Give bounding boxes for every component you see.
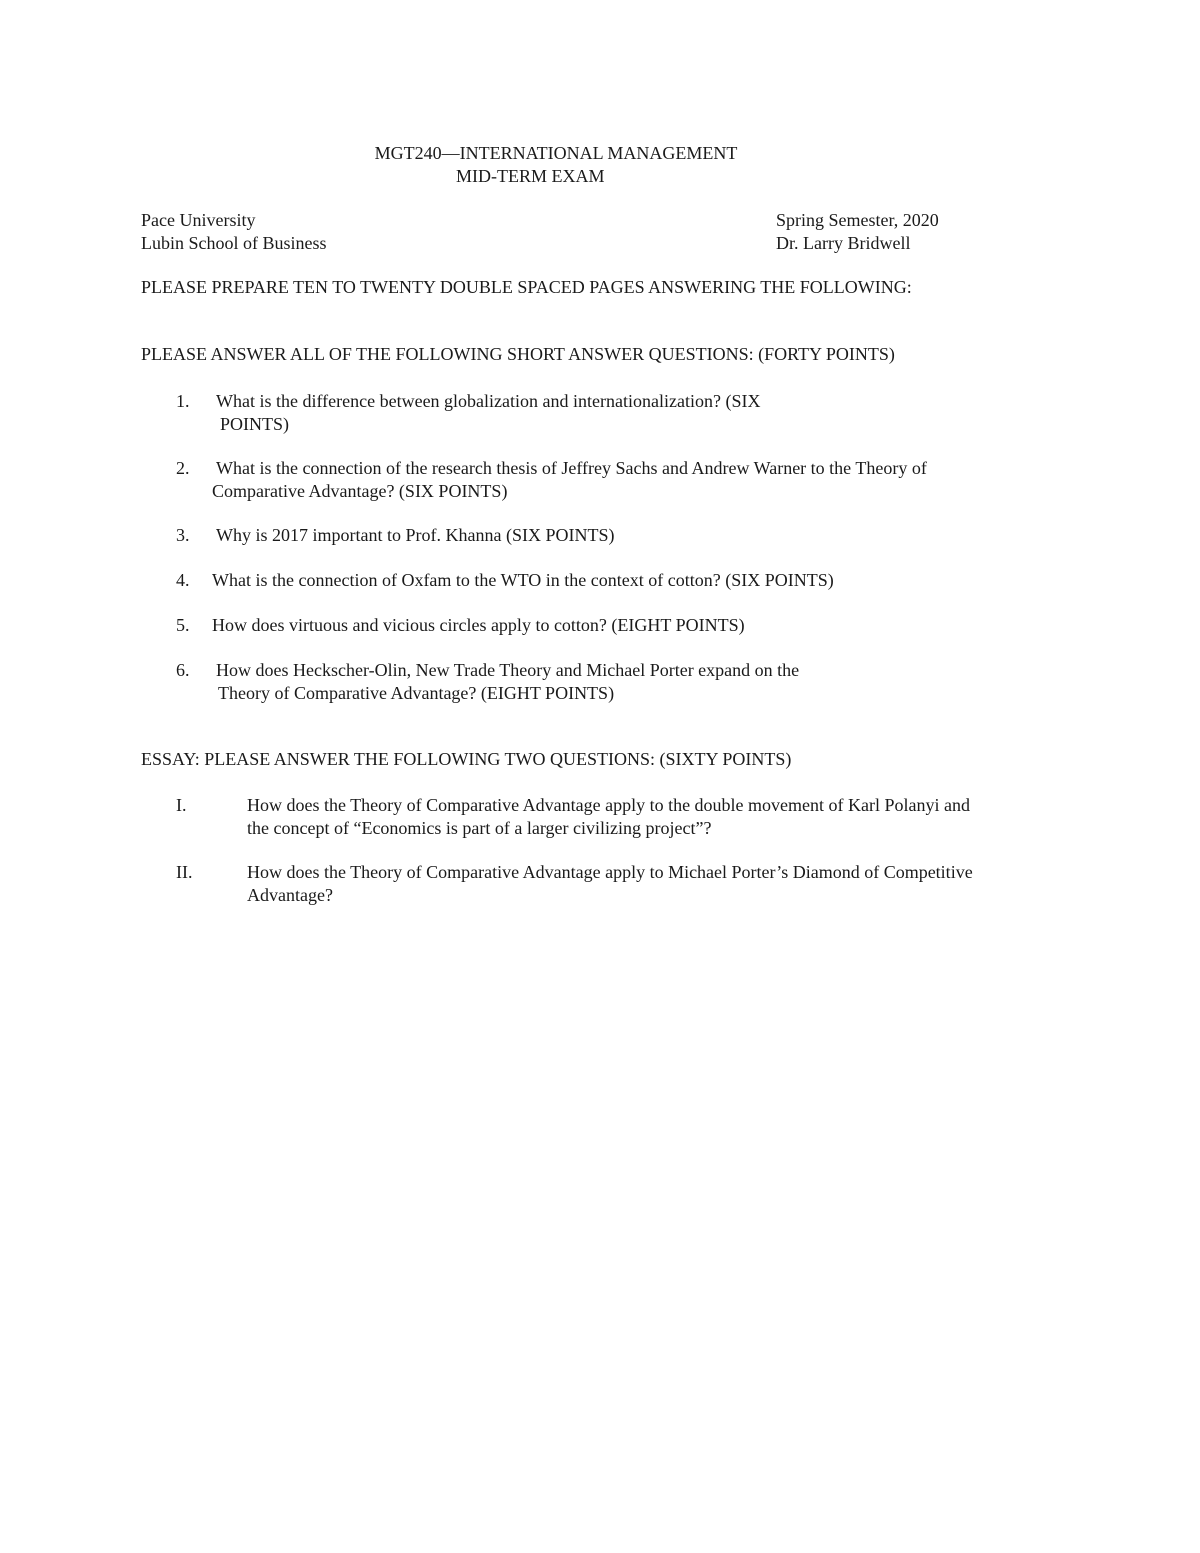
question-text: How does the Theory of Comparative Advantage apply to the double movement of Karl Polanyi and <box>247 795 970 815</box>
question-text: What is the connection of Oxfam to the WTO in the context of cotton? (SIX POINTS) <box>212 570 834 590</box>
university-name: Pace University <box>141 210 256 230</box>
question-text: How does virtuous and vicious circles apply to cotton? (EIGHT POINTS) <box>212 615 745 635</box>
question-text: What is the difference between globalization and internationalization? (SIX <box>216 391 761 411</box>
course-title: MGT240—INTERNATIONAL MANAGEMENT <box>374 143 738 163</box>
question-number: II. <box>176 862 193 882</box>
question-text-continued: the concept of “Economics is part of a larger civilizing project”? <box>247 818 712 838</box>
question-text: What is the connection of the research thesis of Jeffrey Sachs and Andrew Warner to the Theory of <box>216 458 927 478</box>
question-number: I. <box>176 795 187 815</box>
instructions: PLEASE PREPARE TEN TO TWENTY DOUBLE SPACED PAGES ANSWERING THE FOLLOWING: <box>141 277 912 297</box>
question-number: 1. <box>176 391 190 411</box>
question-text-continued: Comparative Advantage? (SIX POINTS) <box>212 481 508 501</box>
question-number: 2. <box>176 458 190 478</box>
instructor-name: Dr. Larry Bridwell <box>776 233 911 253</box>
question-text-continued: Theory of Comparative Advantage? (EIGHT POINTS) <box>218 683 615 703</box>
school-name: Lubin School of Business <box>141 233 327 253</box>
essay-heading: ESSAY: PLEASE ANSWER THE FOLLOWING TWO QUESTIONS: (SIXTY POINTS) <box>141 749 792 769</box>
question-number: 6. <box>176 660 190 680</box>
question-text: How does Heckscher-Olin, New Trade Theory and Michael Porter expand on the <box>216 660 800 680</box>
question-text-continued: Advantage? <box>247 885 333 905</box>
question-number: 4. <box>176 570 190 590</box>
question-text: How does the Theory of Comparative Advantage apply to Michael Porter’s Diamond of Competitive <box>247 862 973 882</box>
semester: Spring Semester, 2020 <box>776 210 939 230</box>
question-number: 3. <box>176 525 190 545</box>
question-text: Why is 2017 important to Prof. Khanna (SIX POINTS) <box>216 525 615 545</box>
short-answer-heading: PLEASE ANSWER ALL OF THE FOLLOWING SHORT ANSWER QUESTIONS: (FORTY POINTS) <box>141 344 895 364</box>
exam-title: MID-TERM EXAM <box>456 166 605 186</box>
question-number: 5. <box>176 615 190 635</box>
question-text-continued: POINTS) <box>220 414 290 434</box>
